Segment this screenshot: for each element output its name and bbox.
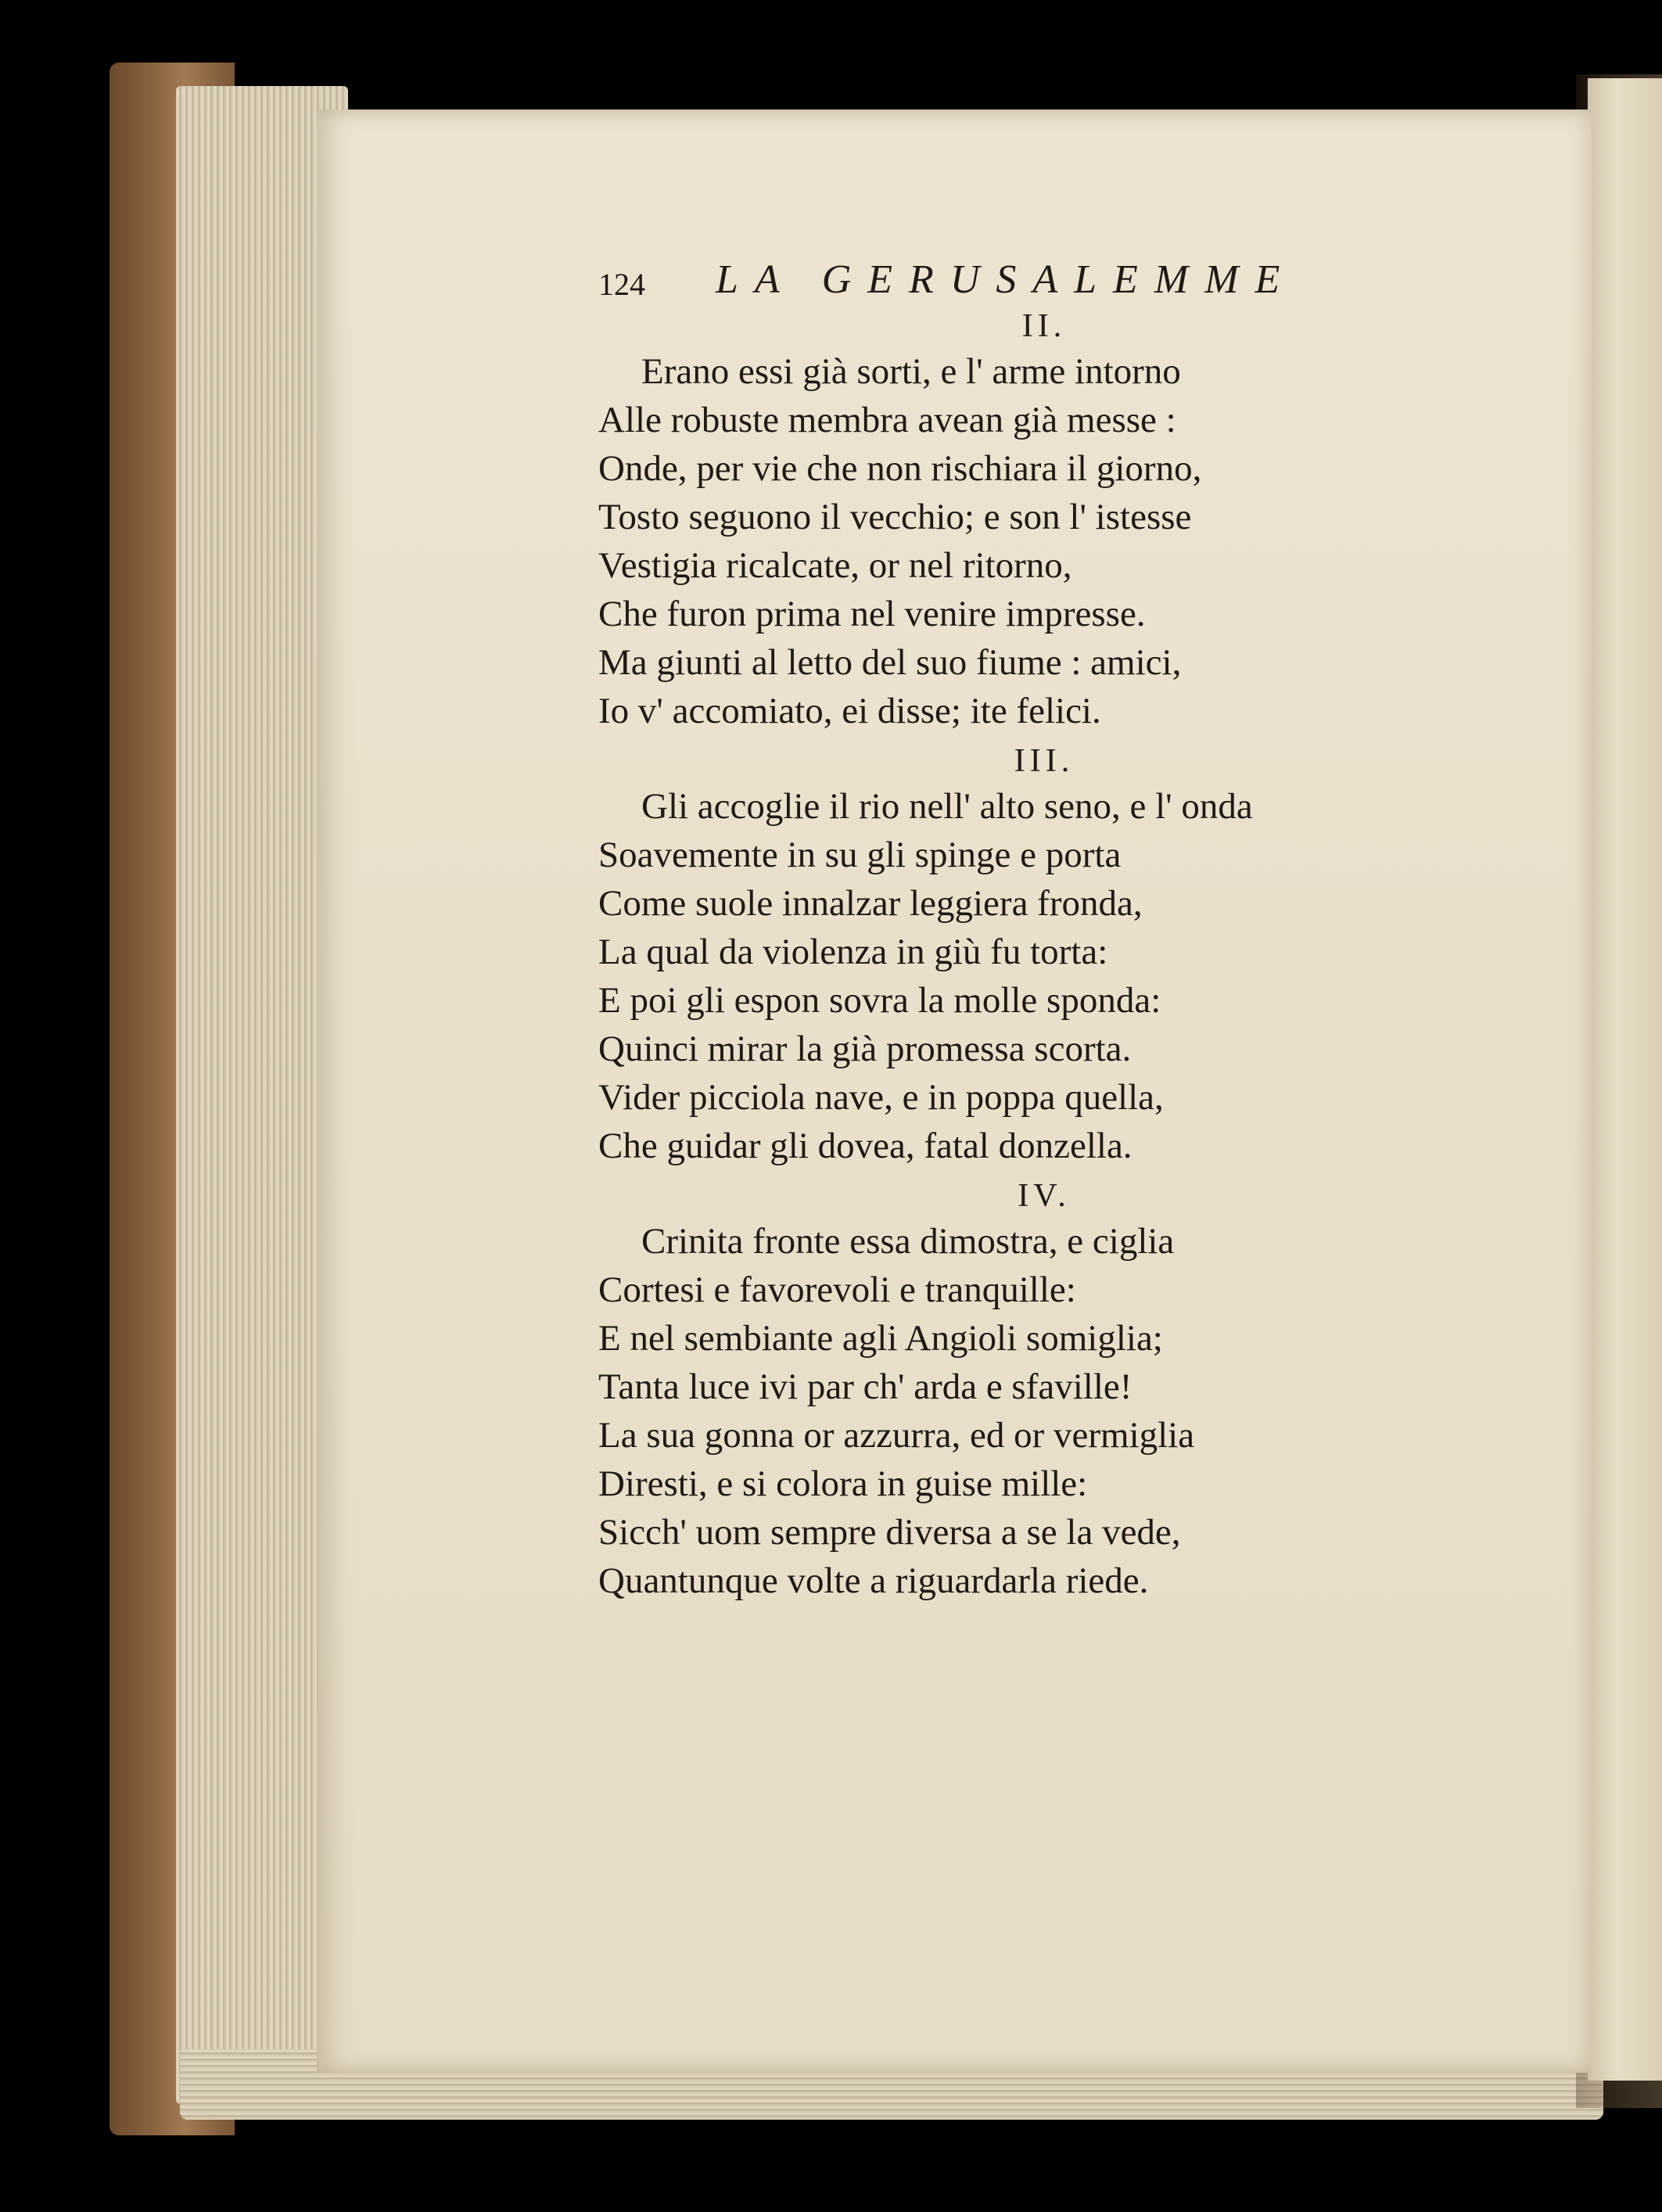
verse-line: E nel sembiante agli Angioli somiglia;	[598, 1318, 1163, 1359]
running-head: LA GERUSALEMME	[716, 257, 1297, 302]
verse-line: Che furon prima nel venire impresse.	[598, 594, 1146, 634]
verse-line: Erano essi già sorti, e l' arme intorno	[641, 351, 1181, 392]
verse-line: Tanta luce ivi par ch' arda e sfaville!	[598, 1366, 1133, 1407]
verse-line: Quinci mirar la già promessa scorta.	[598, 1029, 1132, 1069]
verse-line: Vestigia ricalcate, or nel ritorno,	[598, 545, 1072, 586]
verse-line: Vider picciola nave, e in poppa quella,	[598, 1077, 1164, 1118]
verse-line: Gli accoglie il rio nell' alto seno, e l' onda	[641, 786, 1253, 827]
verse-line: Che guidar gli dovea, fatal donzella.	[598, 1126, 1133, 1166]
verse-line: E poi gli espon sovra la molle sponda:	[598, 980, 1161, 1021]
verse-line: Quantunque volte a riguardarla riede.	[598, 1560, 1149, 1601]
verse-line: Cortesi e favorevoli e tranquille:	[598, 1269, 1076, 1310]
verse-line: Diresti, e si colora in guise mille:	[598, 1463, 1088, 1504]
verse-line: Onde, per vie che non rischiara il giorno,	[598, 448, 1202, 489]
page-number: 124	[598, 267, 645, 302]
verse-line: La sua gonna or azzurra, ed or vermiglia	[598, 1415, 1195, 1456]
verse-line: Ma giunti al letto del suo fiume : amici,	[598, 642, 1182, 683]
stanza-2	[598, 305, 1427, 735]
verse-line: Sicch' uom sempre diversa a se la vede,	[598, 1512, 1181, 1553]
verse-line: Io v' accomiato, ei disse; ite felici.	[598, 691, 1101, 731]
stanza-number: II.	[1021, 308, 1067, 344]
stanza-4	[598, 1175, 1427, 1605]
stanza-number: IV.	[1018, 1178, 1071, 1214]
page-text-block	[598, 242, 1427, 1610]
stanza-3	[598, 740, 1427, 1170]
verse-line: Crinita fronte essa dimostra, e ciglia	[641, 1221, 1175, 1262]
verse-line: Soavemente in su gli spinge e porta	[598, 835, 1122, 875]
verse-line: Tosto seguono il vecchio; e son l' istesse	[598, 497, 1192, 537]
verse-line: Alle robuste membra avean già messe :	[598, 400, 1176, 440]
facing-page-edge	[1588, 78, 1662, 2081]
verse-line: Come suole innalzar leggiera fronda,	[598, 883, 1143, 924]
stanza-number: III.	[1014, 743, 1075, 779]
verse-line: La qual da violenza in giù fu torta:	[598, 932, 1108, 972]
page-header	[598, 242, 1427, 305]
